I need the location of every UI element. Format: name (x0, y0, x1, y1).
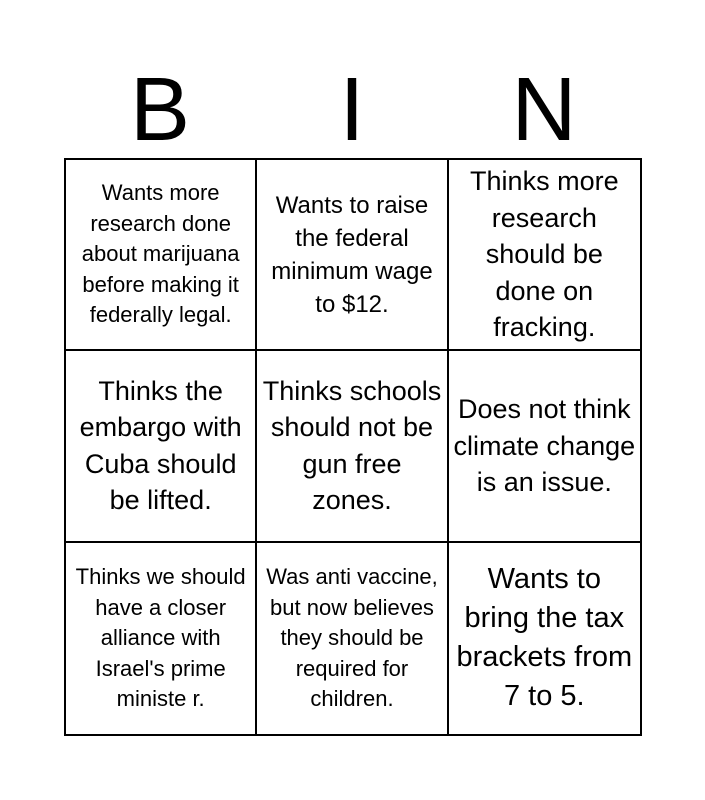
cell-text: Thinks schools should not be gun free zones. (262, 375, 442, 516)
bingo-cell[interactable] (449, 351, 640, 542)
bingo-cell[interactable] (66, 160, 257, 351)
bingo-cell[interactable] (66, 351, 257, 542)
bingo-cell[interactable] (449, 543, 640, 734)
bingo-cell[interactable] (66, 543, 257, 734)
cell-text: Thinks the embargo with Cuba should be lifted. (79, 375, 242, 516)
cell-text: Wants to bring the tax brackets from 7 to 5. (456, 563, 633, 713)
cell-text: Does not think climate change is an issue. (453, 394, 636, 498)
bingo-header (64, 62, 640, 158)
cell-text: Was anti vaccine, but now believes they should be required for children. (266, 564, 438, 712)
header-letter-n: N (511, 60, 577, 160)
bingo-cell[interactable] (449, 160, 640, 351)
header-letter-b: B (129, 60, 191, 160)
cell-text: Thinks more research should be done on fracking. (470, 166, 619, 343)
bingo-cell[interactable] (257, 543, 448, 734)
cell-text: Thinks we should have a closer alliance with Israel's prime ministe r. (75, 564, 246, 712)
header-letter-i: I (339, 60, 365, 160)
bingo-cell[interactable] (257, 160, 448, 351)
cell-text: Wants to raise the federal minimum wage to $12. (271, 191, 433, 318)
bingo-cell[interactable] (257, 351, 448, 542)
bingo-board (64, 158, 642, 736)
cell-text: Wants more research done about marijuana before making it federally legal. (81, 180, 240, 328)
